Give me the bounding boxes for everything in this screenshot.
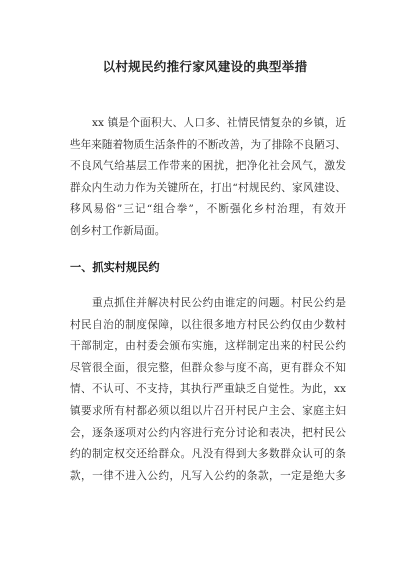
intro-paragraph (70, 113, 346, 243)
document-title: 以村规民约推行家风建设的典型举措 (102, 59, 308, 74)
paragraph-line: 尽管很全面，很完整，但群众参与度不高，更有群众不知 (70, 361, 346, 374)
paragraph-line: 会，逐条逐项对公约内容进行充分讨论和表决，把村民公 (70, 426, 346, 439)
paragraph-line: 群众内生动力作为关键所在，打出“村规民约、家风建设、 (70, 181, 346, 194)
paragraph-line: 情、不认可、不支持，其执行严重缺乏自觉性。为此，xx (70, 383, 346, 396)
paragraph-line: 移风易俗”三记“组合拳”，不断强化乡村治理，有效开 (70, 203, 346, 216)
paragraph-line: 村民自治的制度保障，以往很多地方村民公约仅由少数村 (70, 318, 346, 331)
paragraph-line: 重点抓住并解决村民公约由谁定的问题。村民公约是 (92, 297, 346, 309)
paragraph-line: 约的制定权交还给群众。凡没有得到大多数群众认可的条 (70, 448, 346, 461)
paragraph-line: xx 镇是个面积大、人口多、社情民情复杂的乡镇，近 (92, 117, 346, 129)
paragraph-line: 不良风气给基层工作带来的困扰，把净化社会风气，激发 (70, 160, 346, 173)
section-paragraph (70, 293, 346, 487)
paragraph-line: 些年来随着物质生活条件的不断改善，为了排除不良陋习、 (70, 138, 346, 151)
section-heading: 一、抓实村规民约 (70, 260, 160, 274)
paragraph-line: 镇要求所有村都必须以组以片召开村民户主会、家庭主妇 (70, 404, 346, 417)
paragraph-line: 创乡村工作新局面。 (70, 224, 166, 237)
paragraph-line: 干部制定，由村委会颁布实施，这样制定出来的村民公约 (70, 340, 346, 353)
paragraph-line: 款，一律不进入公约，凡写入公约的条款，一定是绝大多 (70, 469, 346, 482)
